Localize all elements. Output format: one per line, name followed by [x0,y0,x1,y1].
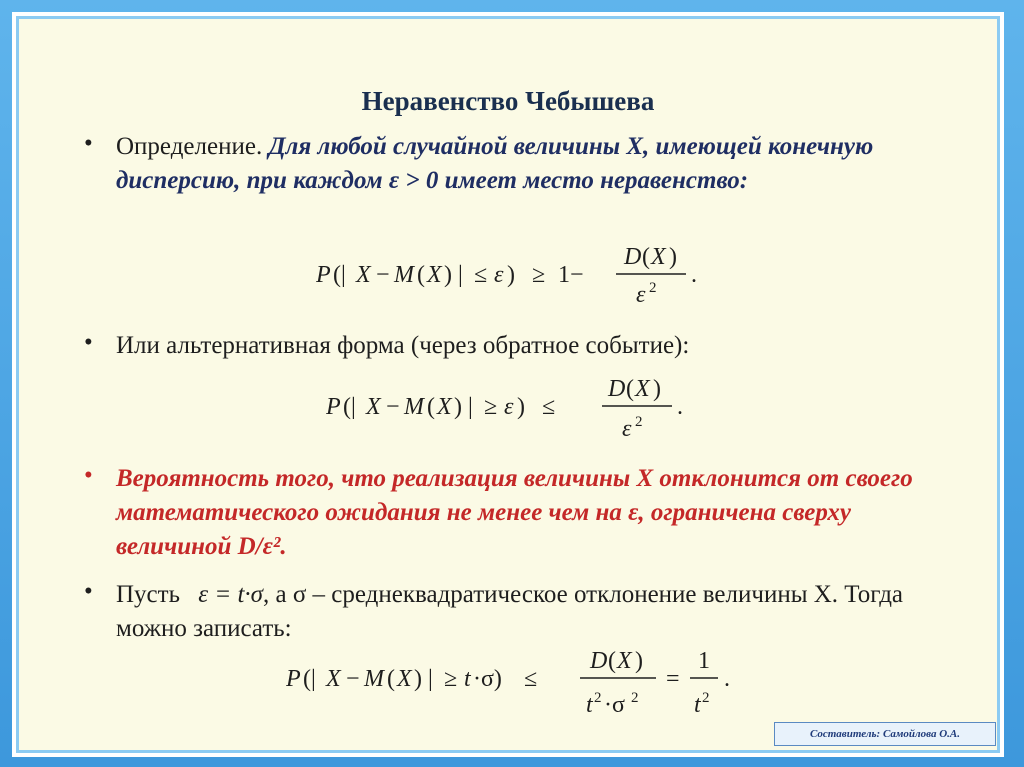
svg-text:X: X [356,262,371,288]
svg-text:1: 1 [698,648,710,674]
svg-text:−: − [386,394,400,420]
svg-text:(: ( [642,244,650,270]
chebyshev-formula-2 [326,372,706,452]
svg-text:): ) [669,244,677,270]
svg-text:D: D [608,376,626,402]
svg-text:·σ: ·σ [604,692,625,718]
slide-title: Неравенство Чебышева [361,86,655,116]
svg-text:≥: ≥ [444,666,458,692]
definition-text: Для любой случайной величины X, имеющей конечную дисперсию, при каждом ε > 0 имеет место неравенство: [116,133,874,194]
svg-text:2: 2 [594,690,602,706]
svg-text:≥: ≥ [484,394,498,420]
svg-text:−: − [570,262,584,288]
svg-text:≤: ≤ [524,666,538,692]
svg-text:(: ( [387,666,395,692]
svg-text:ε: ε [494,262,504,288]
svg-text:−: − [376,262,390,288]
bullet-dot: • [84,578,93,605]
svg-text:D: D [590,648,608,674]
svg-text:X: X [326,666,341,692]
bullet-dot: • [84,329,93,356]
svg-text:(|: (| [303,666,316,692]
bullet-alternative: Или альтернативная форма (через обратное событие): [116,332,690,359]
svg-text:) |: ) | [414,666,433,692]
svg-text:ε: ε [622,416,632,442]
svg-text:P: P [316,262,331,288]
svg-text:M: M [364,666,384,692]
svg-text:=: = [666,666,680,692]
svg-text:P: P [286,666,301,692]
author-footer: Составитель: Самойлова О.А. [774,722,996,746]
svg-text:1: 1 [558,262,570,288]
svg-text:(|: (| [343,394,356,420]
svg-text:X: X [635,376,650,402]
chebyshev-formula-1 [316,234,736,314]
svg-text:D: D [624,244,642,270]
svg-text:.: . [677,394,683,420]
svg-text:2: 2 [649,280,657,296]
svg-text:): ) [635,648,643,674]
bullet-probability-statement: Вероятность того, что реализация величины X отклонится от своего математического ожидания не менее чем на ε, ограничена сверху величиной D/ε². [116,465,913,560]
svg-text:(|: (| [333,262,346,288]
svg-text:ε: ε [636,282,646,308]
svg-text:2: 2 [702,690,710,706]
svg-text:X: X [427,262,442,288]
svg-text:X: X [397,666,412,692]
svg-text:(: ( [608,648,616,674]
svg-text:t: t [694,692,701,718]
svg-text:·σ): ·σ) [473,666,502,692]
svg-text:): ) [507,262,515,288]
svg-text:X: X [651,244,666,270]
svg-text:): ) [653,376,661,402]
let-lead: Пусть [116,581,180,608]
svg-text:≥: ≥ [532,262,546,288]
bullet-definition [116,130,936,198]
svg-text:≤: ≤ [474,262,488,288]
svg-text:−: − [346,666,360,692]
svg-text:(: ( [427,394,435,420]
svg-text:t: t [464,666,471,692]
svg-text:): ) [517,394,525,420]
svg-text:.: . [691,262,697,288]
svg-text:2: 2 [631,690,639,706]
svg-text:ε: ε [504,394,514,420]
svg-text:(: ( [417,262,425,288]
svg-text:X: X [617,648,632,674]
bullet-dot: • [84,130,93,157]
slide [12,12,1004,757]
svg-text:(: ( [626,376,634,402]
svg-text:) |: ) | [454,394,473,420]
bullet-dot: • [84,462,93,489]
svg-text:P: P [326,394,341,420]
svg-text:M: M [404,394,424,420]
definition-lead: Определение. [116,133,263,160]
svg-text:) |: ) | [444,262,463,288]
svg-text:X: X [437,394,452,420]
svg-text:t: t [586,692,593,718]
let-text: , а σ – среднеквадратическое отклонение величины X. Тогда можно записать: [116,581,904,642]
svg-text:X: X [366,394,381,420]
svg-text:M: M [394,262,414,288]
bullet-let-epsilon [116,578,916,646]
svg-text:≤: ≤ [542,394,556,420]
svg-text:2: 2 [635,414,643,430]
epsilon-equals-t-sigma: ε = t·σ [198,581,263,608]
svg-text:.: . [724,666,730,692]
chebyshev-formula-3 [286,642,756,730]
